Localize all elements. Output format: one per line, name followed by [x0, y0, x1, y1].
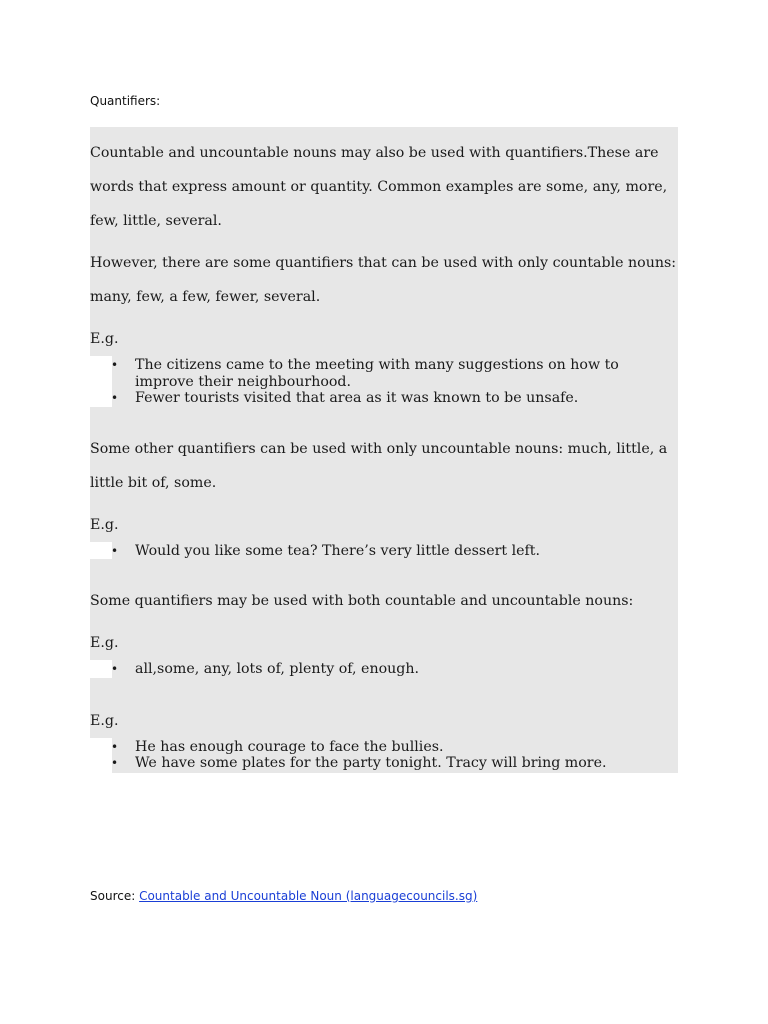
example-label: E.g. [90, 635, 119, 651]
list-item: • He has enough courage to face the bullies. [135, 739, 678, 756]
list-item: • The citizens came to the meeting with many suggestions on how to improve their neighbourhood. [135, 357, 678, 390]
example-list [90, 357, 678, 407]
example-list [90, 739, 678, 772]
list-item: • We have some plates for the party tonight. Tracy will bring more. [135, 755, 678, 772]
example-label-block [90, 626, 678, 660]
document-body [90, 127, 678, 773]
paragraph-block [90, 559, 678, 626]
uncountable-paragraph: Some other quantifiers can be used with only uncountable nouns: much, little, a little bit of, some. [90, 440, 668, 491]
source-line [90, 889, 477, 903]
source-link[interactable]: Countable and Uncountable Noun (languagecouncils.sg) [139, 889, 478, 903]
list-block [90, 738, 678, 773]
example-label: E.g. [90, 516, 119, 533]
example-label: E.g. [90, 331, 119, 347]
list-item: • Would you like some tea? There’s very little dessert left. [135, 543, 678, 560]
countable-paragraph: However, there are some quantifiers that can be used with only countable nouns: many, few, a few, fewer, several. [90, 255, 677, 305]
example-label-block [90, 322, 678, 356]
both-paragraph: Some quantifiers may be used with both countable and uncountable nouns: [90, 593, 634, 609]
intro-paragraph: Countable and uncountable nouns may also be used with quantifiers.These are words that express amount or quantity. Common examples are some, any, more, few, little, several. [90, 145, 668, 229]
example-list [90, 543, 678, 560]
example-label-block [90, 678, 678, 738]
list-item: • all,some, any, lots of, plenty of, enough. [135, 661, 678, 678]
example-list [90, 661, 678, 678]
paragraph-block [90, 246, 678, 322]
source-label: Source: [90, 889, 140, 903]
list-block [90, 660, 678, 678]
list-block [90, 356, 678, 407]
section-heading: Quantifiers: [90, 94, 161, 108]
paragraph-block [90, 127, 678, 246]
list-item: • Fewer tourists visited that area as it was known to be unsafe. [135, 390, 678, 407]
list-block [90, 542, 678, 560]
example-label: E.g. [90, 712, 119, 729]
example-label-block [90, 508, 678, 542]
paragraph-block [90, 407, 678, 508]
